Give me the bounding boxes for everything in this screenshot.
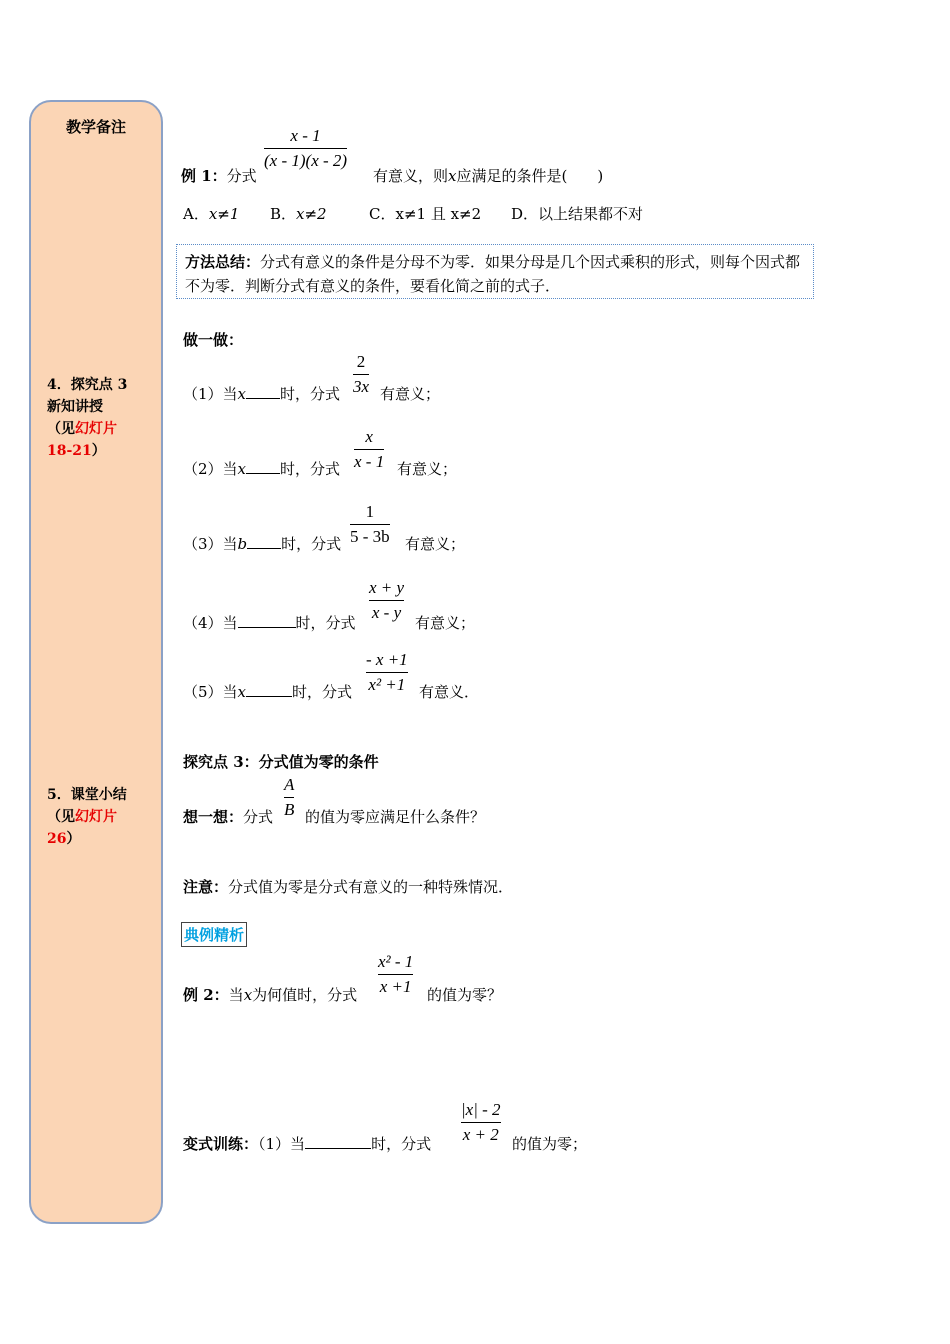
sidebar-item-5-ref: （见幻灯片 [47,809,117,825]
variant-fraction: |x| - 2 x + 2 [461,1100,501,1144]
sidebar-title: 教学备注 [65,118,126,136]
think-suffix: 的值为零应满足什么条件？ [305,808,486,826]
example-1-question: 例 1：分式 [181,167,257,185]
option-d: D．以上结果都不对 [511,205,644,223]
answer-blank[interactable] [246,682,292,697]
teaching-notes-sidebar [29,100,163,1224]
practice-heading: 做一做： [183,331,244,349]
note: 注意：分式值为零是分式有意义的一种特殊情况． [183,878,514,896]
method-summary-text: 分式有意义的条件是分母不为零．如果分母是几个因式乘积的形式，则每个因式都不为零．判断分式有意义的条件，要看化简之前的式子． [185,253,801,295]
practice-4-fraction: x + y x - y [369,578,405,622]
example-1-label: 例 1： [181,167,227,185]
sidebar-item-4-subtitle: 新知讲授 [47,399,103,415]
variant-suffix: 的值为零； [512,1135,588,1153]
method-summary-label: 方法总结： [185,253,261,271]
answer-blank[interactable] [305,1134,371,1149]
option-c: C．x≠1 且 x≠2 [369,205,482,223]
practice-item-5: （5）当x 时，分式 [183,683,353,701]
practice-5-fraction: - x +1 x² +1 [366,650,408,694]
sidebar-item-4 [47,374,153,462]
practice-3-fraction: 1 5 - 3b [350,502,390,546]
example-1-condition: 有意义，则x应满足的条件是( ) [373,167,604,185]
answer-blank[interactable] [246,459,280,474]
practice-5-tail: 有意义． [419,683,480,701]
think-fraction: A B [284,775,295,819]
variant-training: 变式训练：（1）当 时，分式 [183,1135,432,1153]
practice-item-2: （2）当x 时，分式 [183,460,341,478]
explore-3-heading: 探究点 3：分式值为零的条件 [183,753,379,771]
think-question: 想一想：分式 [183,808,274,826]
practice-3-tail: 有意义； [405,535,466,553]
sidebar-item-5-title: 5．课堂小结 [47,787,127,803]
slide-link: 幻灯片 [75,421,117,437]
answer-blank[interactable] [238,613,296,628]
example-2-suffix: 的值为零？ [427,986,503,1004]
slide-link: 幻灯片 [75,809,117,825]
example-2-fraction: x² - 1 x +1 [378,952,414,996]
practice-2-tail: 有意义； [397,460,458,478]
practice-item-1: （1）当x 时，分式 [183,385,341,403]
practice-1-fraction: 2 3x [353,352,370,396]
sidebar-item-4-title: 4．探究点 3 [47,377,128,393]
sidebar-item-4-ref: （见幻灯片 [47,421,117,437]
option-b: B．x≠2 [270,205,327,223]
example-1-fraction: x - 1 (x - 1)(x - 2) [264,126,348,170]
sidebar-item-5 [47,784,153,850]
practice-1-tail: 有意义； [380,385,441,403]
typical-example-tag: 典例精析 [181,922,247,947]
practice-item-4: （4）当 时，分式 [183,614,356,632]
sidebar-item-5-range: 26） [47,831,81,847]
option-a: A．x≠1 [183,205,240,223]
practice-4-tail: 有意义； [415,614,476,632]
example-2-question: 例 2：当x为何值时，分式 [183,986,358,1004]
practice-2-fraction: x x - 1 [354,427,385,471]
practice-item-3: （3）当b 时，分式 [183,535,342,553]
sidebar-item-4-range: 18-21） [47,443,106,459]
method-summary-box [176,244,814,299]
answer-blank[interactable] [246,384,280,399]
answer-blank[interactable] [247,534,281,549]
